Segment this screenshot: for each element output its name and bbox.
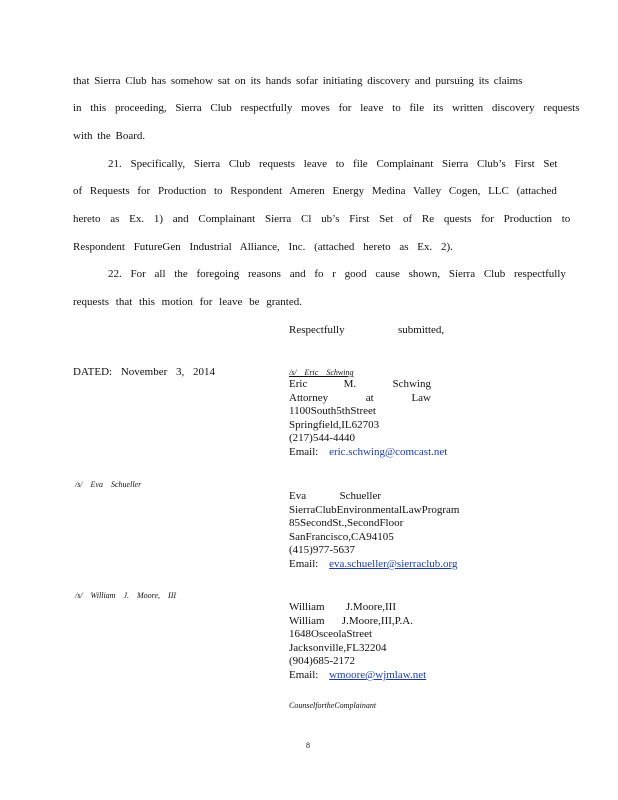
signature-eva-schueller: /s/ Eva Schueller bbox=[75, 480, 142, 489]
signer-name bbox=[289, 601, 396, 615]
signer-org: SierraClubEnvironmentalLawProgram bbox=[289, 503, 460, 516]
signer-city: Jacksonville,FL32204 bbox=[289, 641, 387, 654]
signer-name bbox=[289, 378, 431, 392]
signer-email-row bbox=[289, 446, 447, 460]
name-part: Eric bbox=[289, 378, 308, 390]
paragraph-21-line-3: hereto as Ex. 1) and Complainant Sierra Cl ub’s First Set of Re quests for Production to bbox=[73, 213, 571, 225]
name-part: M. bbox=[343, 378, 357, 390]
signature-block-eva bbox=[289, 490, 459, 572]
counsel-caption: CounselfortheComplainant bbox=[289, 701, 377, 710]
signer-firm bbox=[289, 615, 413, 629]
email-link[interactable]: eric.schwing@comcast.net bbox=[329, 445, 448, 458]
firm-part: J.Moore,III,P.A. bbox=[341, 614, 413, 627]
signature-eric-schwing: /s/ Eric Schwing bbox=[289, 368, 354, 377]
paragraph-21-line-1: 21. Specifically, Sierra Club requests leave to file Complainant Sierra Club’s First Set bbox=[108, 158, 558, 170]
name-part: J.Moore,III bbox=[345, 601, 396, 613]
name-part: Eva bbox=[289, 490, 307, 502]
paragraph-20-line-1 bbox=[73, 75, 531, 87]
signer-name bbox=[289, 490, 381, 504]
signer-street: 1648OsceolaStreet bbox=[289, 628, 373, 641]
paragraph-20-line-3: with the Board. bbox=[73, 130, 146, 142]
signer-city: SanFrancisco,CA94105 bbox=[289, 530, 394, 543]
signer-email-row bbox=[289, 558, 459, 572]
signer-title bbox=[289, 392, 431, 406]
email-link[interactable]: eva.schueller@sierraclub.org bbox=[329, 557, 458, 570]
firm-part: William bbox=[289, 614, 325, 627]
title-part: Law bbox=[411, 391, 431, 404]
email-label: Email: bbox=[289, 668, 319, 681]
email-label: Email: bbox=[289, 445, 319, 458]
signer-email-row bbox=[289, 669, 450, 683]
signer-city: Springfield,IL62703 bbox=[289, 418, 380, 431]
closing-submitted: submitted, bbox=[398, 324, 445, 336]
signature-block-william bbox=[289, 601, 450, 683]
name-part: Schueller bbox=[339, 490, 381, 502]
paragraph-22-line-2: requests that this motion for leave be granted. bbox=[73, 296, 302, 308]
signer-phone: (415)977-5637 bbox=[289, 544, 355, 557]
signer-street: 1100South5thStreet bbox=[289, 405, 376, 418]
paragraph-21-line-2: of Requests for Production to Respondent Ameren Energy Medina Valley Cogen, LLC (attached bbox=[73, 185, 557, 197]
signature-william-moore: /s/ William J. Moore, III bbox=[75, 591, 177, 600]
paragraph-20-line-2: in this proceeding, Sierra Club respectfully moves for leave to file its written discovery requests bbox=[73, 102, 580, 114]
signer-street: 85SecondSt.,SecondFloor bbox=[289, 517, 404, 530]
name-part: Schwing bbox=[392, 378, 431, 390]
title-part: Attorney bbox=[289, 391, 329, 404]
name-part: William bbox=[289, 601, 325, 613]
signature-block-eric bbox=[289, 378, 447, 460]
text-run: that Sierra Club has somehow sat on its hands sofar initiating discovery and pursuing its claims bbox=[73, 75, 523, 87]
page-number: 8 bbox=[306, 741, 310, 750]
signer-phone: (904)685-2172 bbox=[289, 655, 355, 668]
date-line: DATED: November 3, 2014 bbox=[73, 366, 216, 378]
closing-respectfully: Respectfully bbox=[289, 324, 345, 336]
signer-phone: (217)544-4440 bbox=[289, 432, 355, 445]
title-part: at bbox=[365, 391, 374, 404]
email-label: Email: bbox=[289, 557, 319, 570]
email-link[interactable]: wmoore@wjmlaw.net bbox=[329, 668, 427, 681]
paragraph-22-line-1: 22. For all the foregoing reasons and fo r good cause shown, Sierra Club respectfully bbox=[108, 268, 566, 280]
paragraph-21-line-4: Respondent FutureGen Industrial Alliance, Inc. (attached hereto as Ex. 2). bbox=[73, 241, 453, 253]
